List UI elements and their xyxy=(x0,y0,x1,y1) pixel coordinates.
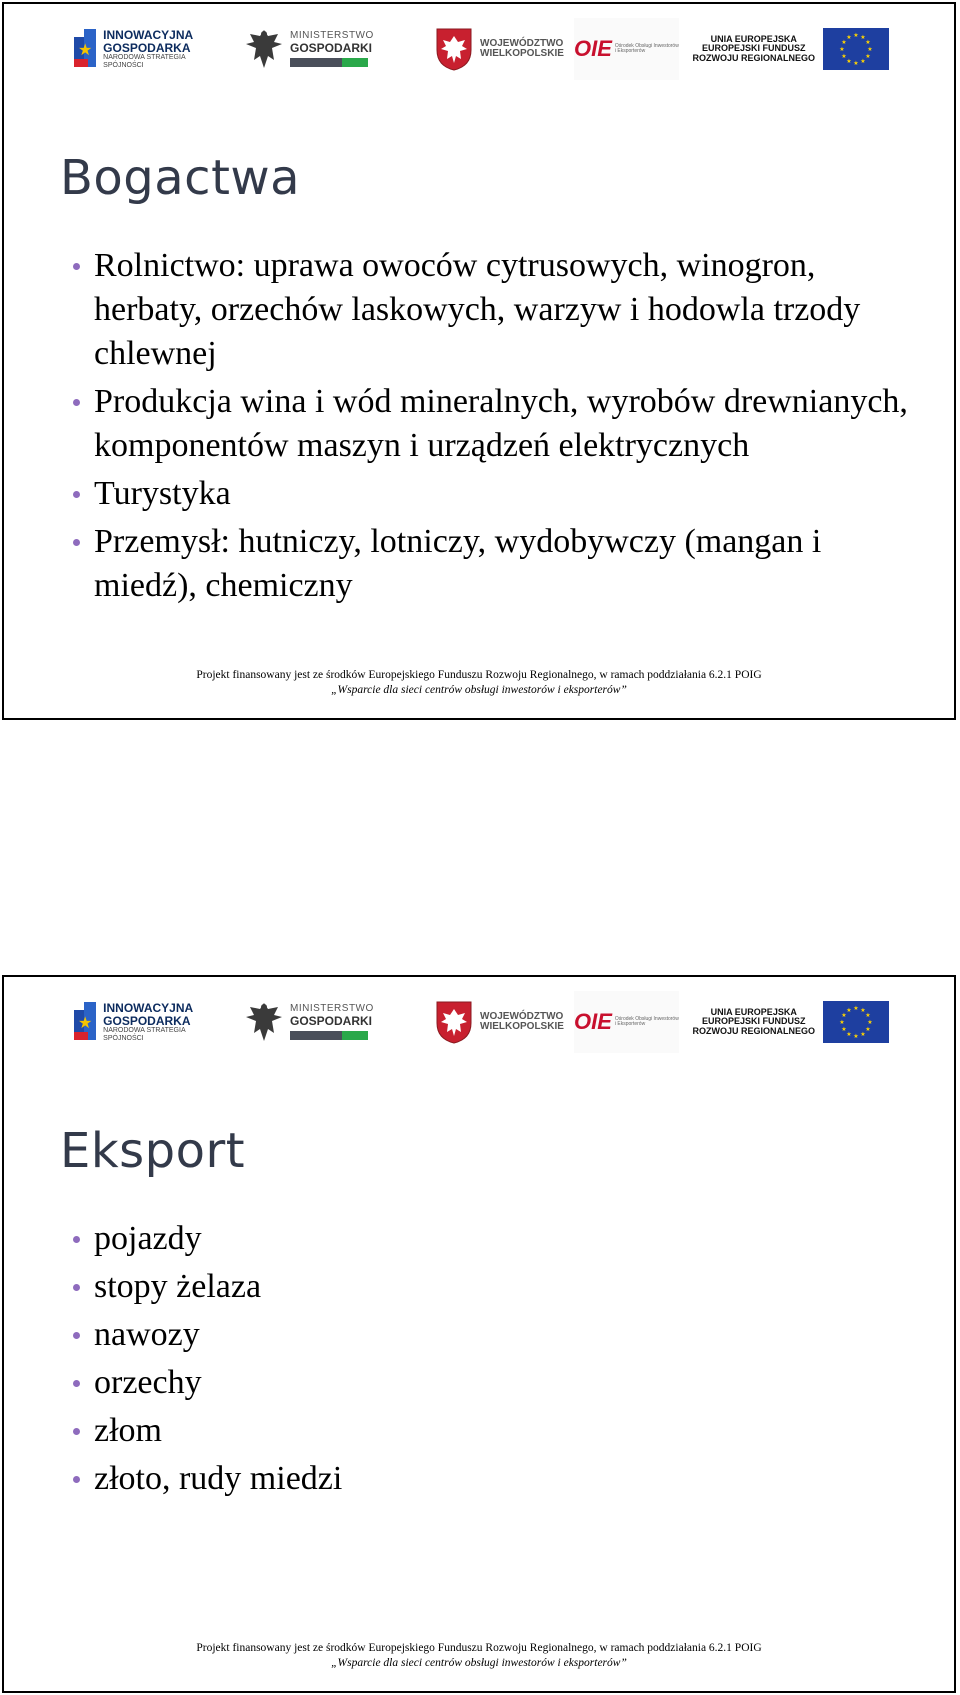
mg-colour-bar xyxy=(290,1031,368,1040)
slide-bogactwa xyxy=(2,2,956,720)
wojewodztwo-wielkopolskie-logo xyxy=(434,991,574,1053)
ministerstwo-gospodarki-logo xyxy=(244,991,384,1053)
ig-line3: NARODOWA STRATEGIA SPÓJNOŚCI xyxy=(103,54,186,69)
ww-line2: WIELKOPOLSKIE xyxy=(480,48,564,59)
bullet-item: pojazdy xyxy=(70,1217,930,1261)
slide-eksport xyxy=(2,975,956,1693)
mg-colour-bar xyxy=(290,58,368,67)
oie-logo xyxy=(574,991,679,1053)
svg-text:★: ★ xyxy=(853,1005,859,1012)
footer xyxy=(4,1641,954,1671)
ww-line2: WIELKOPOLSKIE xyxy=(480,1021,564,1032)
mg-line2: GOSPODARKI xyxy=(290,1013,373,1028)
bullet-item: stopy żelaza xyxy=(70,1265,930,1309)
svg-text:★: ★ xyxy=(841,1012,847,1019)
ig-line2: GOSPODARKA xyxy=(103,1013,191,1028)
mg-line1: MINISTERSTWO xyxy=(290,30,374,42)
ww-line1: WOJEWÓDZTWO xyxy=(480,1010,564,1022)
ue-line2: EUROPEJSKI FUNDUSZ xyxy=(701,1016,806,1027)
footer xyxy=(4,668,954,698)
svg-text:★: ★ xyxy=(841,39,847,46)
bullet-item: orzechy xyxy=(70,1361,930,1405)
svg-text:★: ★ xyxy=(853,60,859,67)
innowacyjna-gospodarka-logo xyxy=(74,18,214,80)
svg-text:★: ★ xyxy=(865,1012,871,1019)
oie-text: OIE xyxy=(574,36,612,61)
oie-small-text: Ośrodek Obsługi Inwestorów i Eksporterów xyxy=(614,1015,679,1027)
svg-text:★: ★ xyxy=(865,39,871,46)
ue-line2: EUROPEJSKI FUNDUSZ xyxy=(701,43,806,54)
footer-line2: „Wsparcie dla sieci centrów obsługi inwestorów i eksporterów” xyxy=(331,1657,627,1669)
bullet-item: złom xyxy=(70,1409,930,1453)
oie-small-text: Ośrodek Obsługi Inwestorów i Eksporterów xyxy=(614,42,679,54)
unia-europejska-logo xyxy=(689,18,889,80)
svg-text:★: ★ xyxy=(867,1019,873,1026)
coat-of-arms-icon xyxy=(434,26,474,72)
footer-line1: Projekt finansowany jest ze środków Europejskiego Funduszu Rozwoju Regionalnego, w ramach poddziałania 6.2.1 POIG xyxy=(196,669,762,681)
svg-text:★: ★ xyxy=(841,53,847,60)
slide-title: Bogactwa xyxy=(60,150,301,206)
oie-text: OIE xyxy=(574,1009,612,1034)
wojewodztwo-wielkopolskie-logo xyxy=(434,18,574,80)
eagle-icon xyxy=(244,999,284,1045)
oie-logo xyxy=(574,18,679,80)
eagle-icon xyxy=(244,26,284,72)
svg-text:★: ★ xyxy=(860,58,866,65)
bullet-item: Przemysł: hutniczy, lotniczy, wydobywczy (mangan i miedź), chemiczny xyxy=(70,520,930,608)
ig-mark-icon: ★ xyxy=(74,29,97,69)
ig-line2: GOSPODARKA xyxy=(103,40,191,55)
ig-mark-icon: ★ xyxy=(74,1002,97,1042)
ue-line3: ROZWOJU REGIONALNEGO xyxy=(692,52,815,63)
svg-text:★: ★ xyxy=(841,1026,847,1033)
ww-line1: WOJEWÓDZTWO xyxy=(480,37,564,49)
bullet-list xyxy=(70,1217,930,1505)
svg-text:★: ★ xyxy=(853,32,859,39)
eu-flag-icon xyxy=(823,1001,889,1043)
ue-line1: UNIA EUROPEJSKA xyxy=(710,33,797,44)
ig-line3: NARODOWA STRATEGIA SPÓJNOŚCI xyxy=(103,1027,186,1042)
mg-line2: GOSPODARKI xyxy=(290,40,373,55)
ig-line1: INNOWACYJNA xyxy=(103,28,194,43)
unia-europejska-logo xyxy=(689,991,889,1053)
svg-text:★: ★ xyxy=(865,1026,871,1033)
bullet-item: Produkcja wina i wód mineralnych, wyrobów drewnianych, komponentów maszyn i urządzeń elektrycznych xyxy=(70,380,930,468)
slide-title: Eksport xyxy=(60,1123,246,1179)
svg-text:★: ★ xyxy=(867,46,873,53)
svg-text:★: ★ xyxy=(853,1033,859,1040)
ue-line1: UNIA EUROPEJSKA xyxy=(710,1006,797,1017)
svg-text:★: ★ xyxy=(839,46,845,53)
mg-line1: MINISTERSTWO xyxy=(290,1003,374,1015)
bullet-item: nawozy xyxy=(70,1313,930,1357)
svg-text:★: ★ xyxy=(839,1019,845,1026)
svg-text:★: ★ xyxy=(860,1031,866,1038)
bullet-item: złoto, rudy miedzi xyxy=(70,1457,930,1501)
footer-line2: „Wsparcie dla sieci centrów obsługi inwestorów i eksporterów” xyxy=(331,684,627,696)
eu-flag-icon xyxy=(823,28,889,70)
footer-line1: Projekt finansowany jest ze środków Europejskiego Funduszu Rozwoju Regionalnego, w ramach poddziałania 6.2.1 POIG xyxy=(196,1642,762,1654)
svg-text:★: ★ xyxy=(846,1007,852,1014)
svg-text:★: ★ xyxy=(865,53,871,60)
coat-of-arms-icon xyxy=(434,999,474,1045)
innowacyjna-gospodarka-logo xyxy=(74,991,214,1053)
logo-bar xyxy=(74,991,904,1053)
ig-line1: INNOWACYJNA xyxy=(103,1001,194,1016)
svg-text:★: ★ xyxy=(860,1007,866,1014)
svg-text:★: ★ xyxy=(846,34,852,41)
bullet-list xyxy=(70,244,930,612)
svg-text:★: ★ xyxy=(846,1031,852,1038)
ministerstwo-gospodarki-logo xyxy=(244,18,384,80)
ue-line3: ROZWOJU REGIONALNEGO xyxy=(692,1025,815,1036)
svg-text:★: ★ xyxy=(846,58,852,65)
bullet-item: Turystyka xyxy=(70,472,930,516)
logo-bar xyxy=(74,18,904,80)
svg-text:★: ★ xyxy=(860,34,866,41)
bullet-item: Rolnictwo: uprawa owoców cytrusowych, winogron, herbaty, orzechów laskowych, warzyw i hodowla trzody chlewnej xyxy=(70,244,930,376)
